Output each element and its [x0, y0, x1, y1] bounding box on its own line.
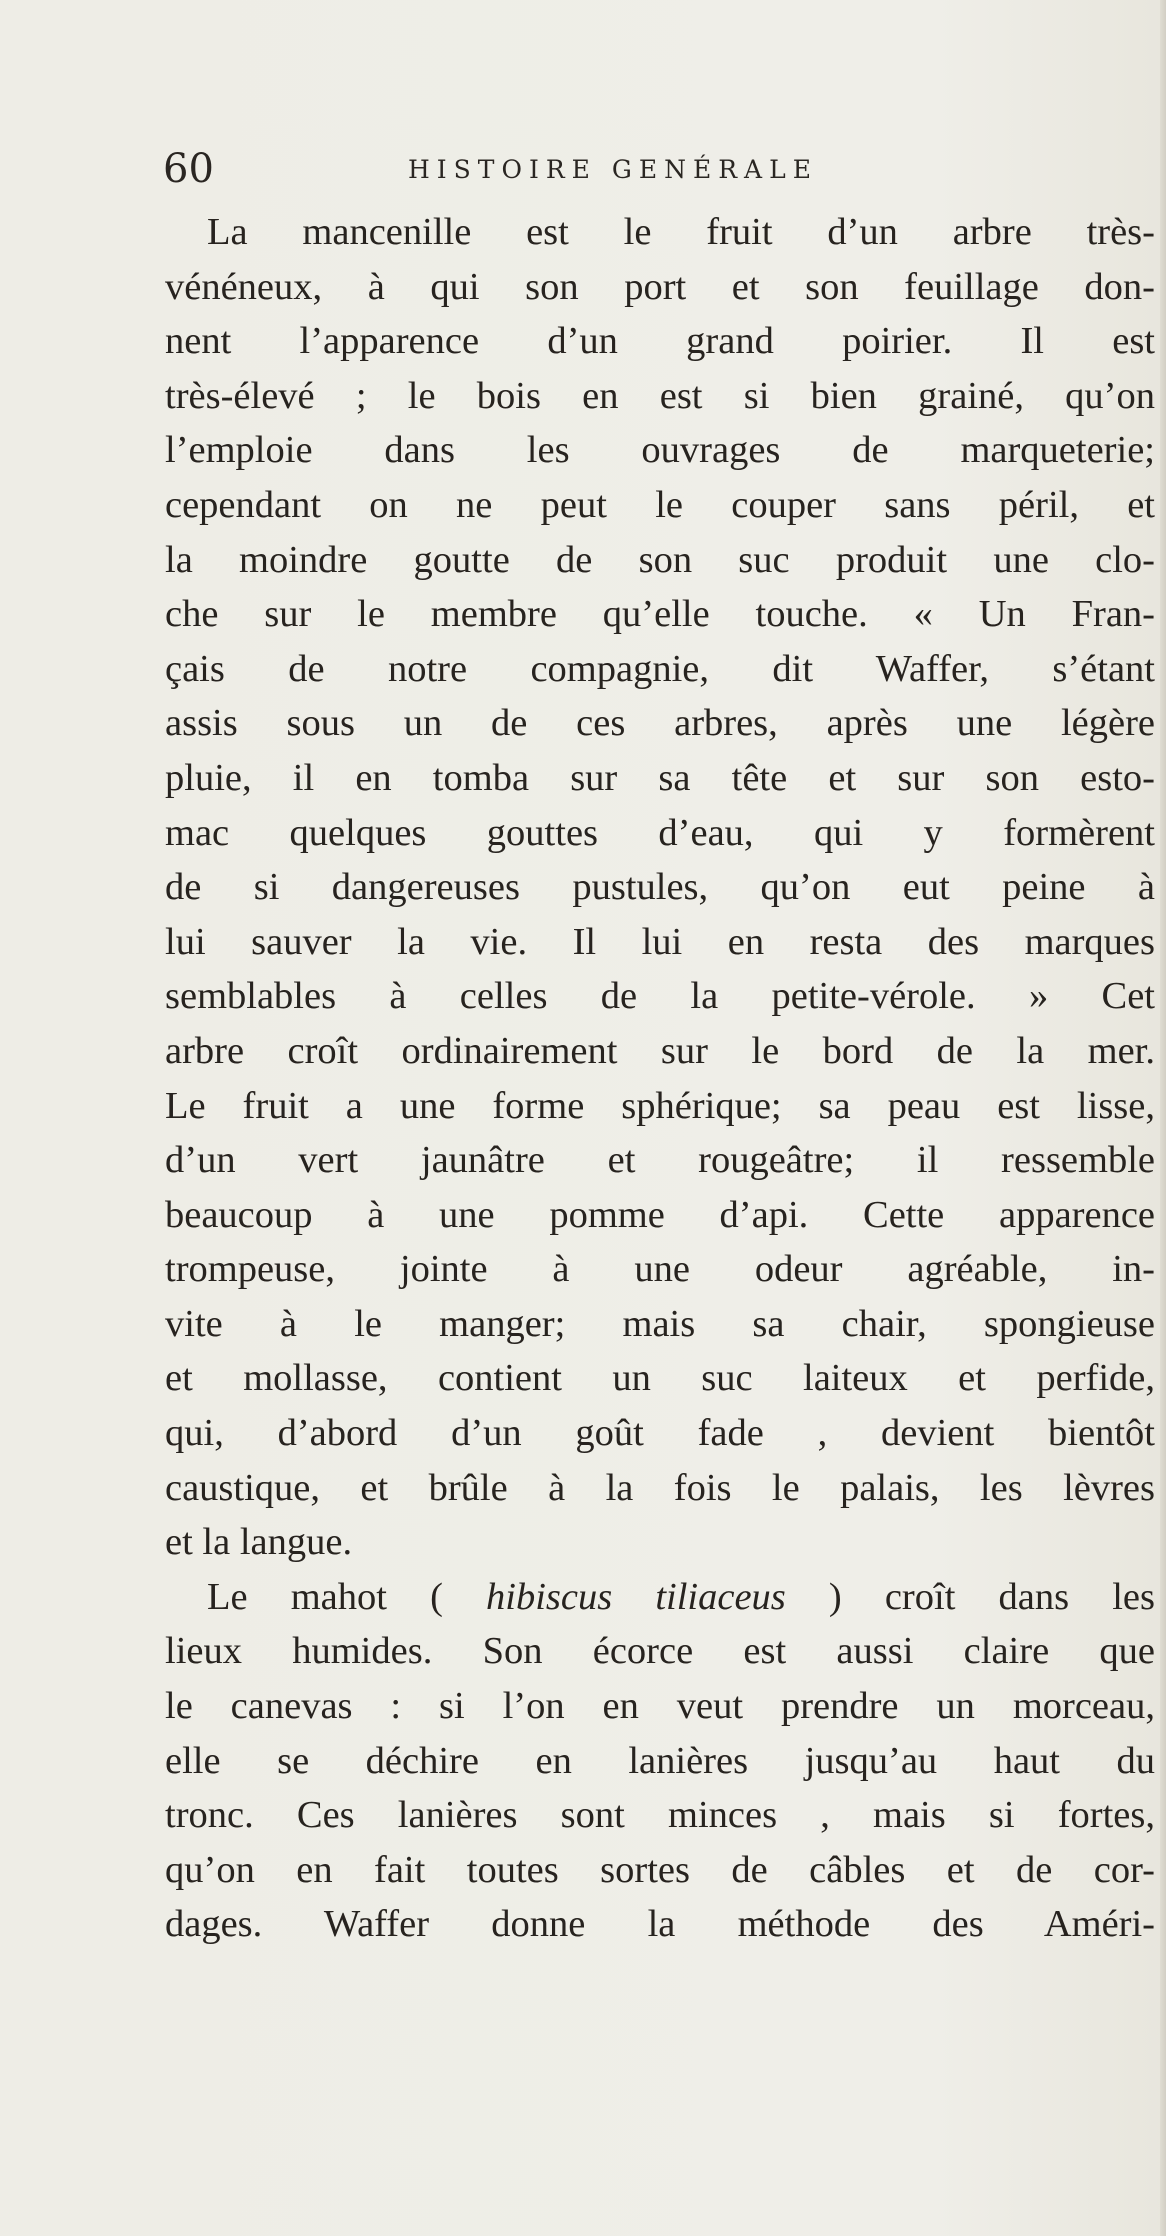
text-run: ) croît dans les: [785, 1575, 1155, 1618]
text-line: vénéneux, à qui son port et son feuillage don-: [165, 265, 1155, 308]
text-line: Le fruit a une forme sphérique; sa peau est lisse,: [165, 1084, 1155, 1127]
text-line: beaucoup à une pomme d’api. Cette apparence: [165, 1193, 1155, 1236]
page-header: [163, 144, 1063, 194]
text-line: lieux humides. Son écorce est aussi claire que: [165, 1630, 1155, 1673]
text-line: mac quelques gouttes d’eau, qui y formèrent: [165, 811, 1155, 854]
page-gutter-shadow: [1160, 0, 1166, 2236]
text-run: Le mahot (: [207, 1575, 487, 1618]
text-line: che sur le membre qu’elle touche. « Un Fran-: [165, 593, 1155, 636]
text-line: caustique, et brûle à la fois le palais, les lèvres: [165, 1466, 1155, 1509]
text-line: qu’on en fait toutes sortes de câbles et de cor-: [165, 1848, 1155, 1891]
text-line: vite à le manger; mais sa chair, spongieuse: [165, 1302, 1155, 1345]
running-title: HISTOIRE GENÉRALE: [408, 155, 818, 184]
text-line: trompeuse, jointe à une odeur agréable, in-: [165, 1248, 1155, 1291]
text-line: de si dangereuses pustules, qu’on eut peine à: [165, 866, 1155, 909]
text-line: nent l’apparence d’un grand poirier. Il est: [165, 320, 1155, 363]
text-line: tronc. Ces lanières sont minces , mais si fortes,: [165, 1794, 1155, 1837]
text-line: [165, 1570, 1155, 1625]
paragraph-mahot: [165, 1570, 1155, 1952]
text-line: et la langue.: [165, 1521, 353, 1564]
text-line: elle se déchire en lanières jusqu’au haut du: [165, 1739, 1155, 1782]
text-line: assis sous un de ces arbres, après une légère: [165, 702, 1155, 745]
text-line: d’un vert jaunâtre et rougeâtre; il ressemble: [165, 1139, 1155, 1182]
paragraph-mancenille: [165, 205, 1155, 1570]
text-line: arbre croît ordinairement sur le bord de la mer.: [165, 1029, 1155, 1072]
text-line: l’emploie dans les ouvrages de marqueterie;: [165, 429, 1155, 472]
page-number: 60: [163, 146, 214, 192]
body-text: [165, 205, 1155, 1952]
text-line: très-élevé ; le bois en est si bien grainé, qu’on: [165, 374, 1155, 417]
text-line: La mancenille est le fruit d’un arbre très-: [207, 211, 1155, 253]
text-line: cependant on ne peut le couper sans péril, et: [165, 483, 1155, 526]
text-line: pluie, il en tomba sur sa tête et sur son esto-: [165, 756, 1155, 799]
text-line: le canevas : si l’on en veut prendre un morceau,: [165, 1685, 1155, 1728]
text-line: dages. Waffer donne la méthode des Améri-: [165, 1903, 1155, 1946]
latin-species-name: hibiscus tiliaceus: [486, 1575, 786, 1618]
text-line: semblables à celles de la petite-vérole. » Cet: [165, 975, 1155, 1018]
text-line: lui sauver la vie. Il lui en resta des marques: [165, 920, 1155, 963]
text-line: qui, d’abord d’un goût fade , devient bientôt: [165, 1412, 1155, 1455]
text-line: çais de notre compagnie, dit Waffer, s’étant: [165, 647, 1155, 690]
text-line: la moindre goutte de son suc produit une clo-: [165, 538, 1155, 581]
text-line: et mollasse, contient un suc laiteux et perfide,: [165, 1357, 1155, 1400]
